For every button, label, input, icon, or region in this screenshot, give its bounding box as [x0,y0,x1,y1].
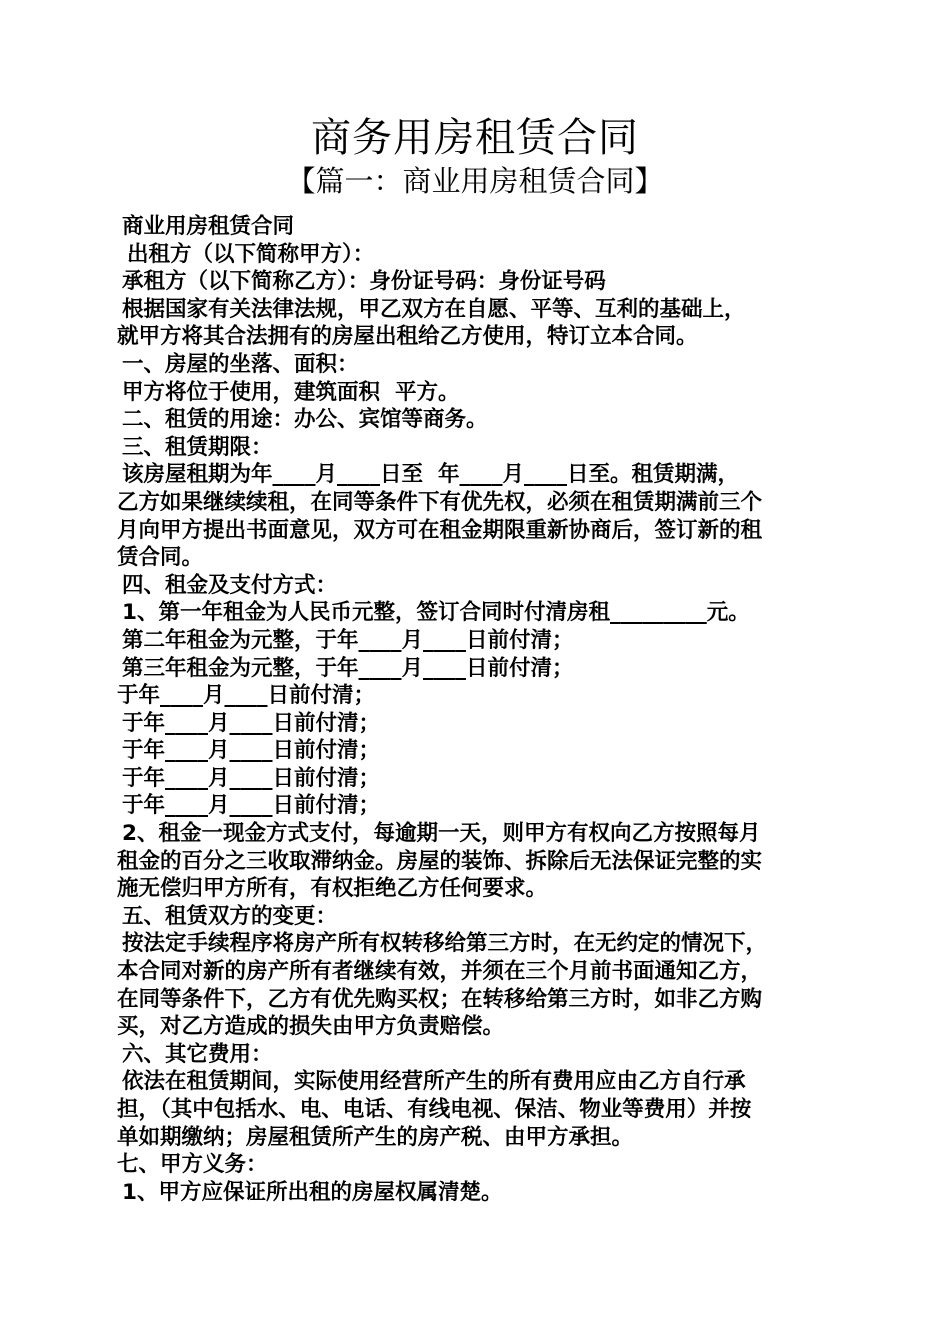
contract-line: 本合同对新的房产所有者继续有效，并须在三个月前书面通知乙方， [117,959,763,985]
contract-line: 按法定手续程序将房产所有权转移给第三方时，在无约定的情况下， [122,931,768,957]
contract-line: 乙方如果继续续租，在同等条件下有优先权，必须在租赁期满前三个 [117,489,763,515]
contract-line: 2、租金一现金方式支付，每逾期一天，则甲方有权向乙方按照每月 [122,821,761,847]
contract-line: 承租方（以下简称乙方）：身份证号码：身份证号码 [122,269,606,295]
contract-line: 根据国家有关法律法规，甲乙双方在自愿、平等、互利的基础上， [122,296,746,322]
document-title: 商务用房租赁合同 [311,115,639,161]
contract-line: 商业用房租赁合同 [122,214,295,239]
contract-line: 月向甲方提出书面意见，双方可在租金期限重新协商后，签订新的租 [117,517,763,543]
contract-line: 于年____月____日前付清； [122,738,381,764]
contract-line: 买，对乙方造成的损失由甲方负责赔偿。 [117,1014,505,1040]
document-subtitle: 【篇一：商业用房租赁合同】 [286,164,664,198]
contract-line: 出租方（以下简称甲方）： [127,241,375,267]
contract-line: 七、甲方义务： [117,1152,268,1178]
contract-line: 租金的百分之三收取滞纳金。房屋的装饰、拆除后无法保证完整的实 [117,848,763,874]
contract-line: 在同等条件下，乙方有优先购买权；在转移给第三方时，如非乙方购 [117,986,763,1012]
contract-body [117,213,839,1206]
contract-line: 四、租金及支付方式： [122,572,338,598]
contract-line: 于年____月____日前付清； [122,793,381,819]
contract-line: 1、第一年租金为人民币元整，签订合同时付清房租_________元。 [122,600,750,626]
contract-line: 于年____月____日前付清； [122,710,381,736]
contract-line: 担，（其中包括水、电、电话、有线电视、保洁、物业等费用）并按 [117,1097,752,1122]
contract-line: 于年____月____日前付清； [117,683,376,709]
contract-line: 甲方将位于使用，建筑面积 平方。 [122,379,460,405]
contract-line: 就甲方将其合法拥有的房屋出租给乙方使用，特订立本合同。 [117,324,698,350]
contract-line: 于年____月____日前付清； [122,765,381,791]
contract-line: 二、租赁的用途：办公、宾馆等商务。 [122,407,488,433]
contract-line: 五、租赁双方的变更： [122,903,338,929]
contract-line: 1、甲方应保证所出租的房屋权属清楚。 [122,1179,503,1205]
contract-line: 依法在租赁期间，实际使用经营所产生的所有费用应由乙方自行承 [122,1069,746,1095]
contract-line: 六、其它费用： [122,1041,273,1067]
contract-line: 第三年租金为元整，于年____月____日前付清； [122,655,574,681]
contract-line: 施无偿归甲方所有，有权拒绝乙方任何要求。 [117,876,548,902]
contract-line: 该房屋租期为年____月____日至 年____月____日至。租赁期满， [122,462,739,488]
contract-line: 单如期缴纳；房屋租赁所产生的房产税、由甲方承担。 [117,1124,634,1150]
contract-line: 赁合同。 [117,545,204,571]
contract-line: 第二年租金为元整，于年____月____日前付清； [122,627,574,653]
contract-line: 一、房屋的坐落、面积： [122,351,359,377]
contract-line: 三、租赁期限： [122,434,273,460]
